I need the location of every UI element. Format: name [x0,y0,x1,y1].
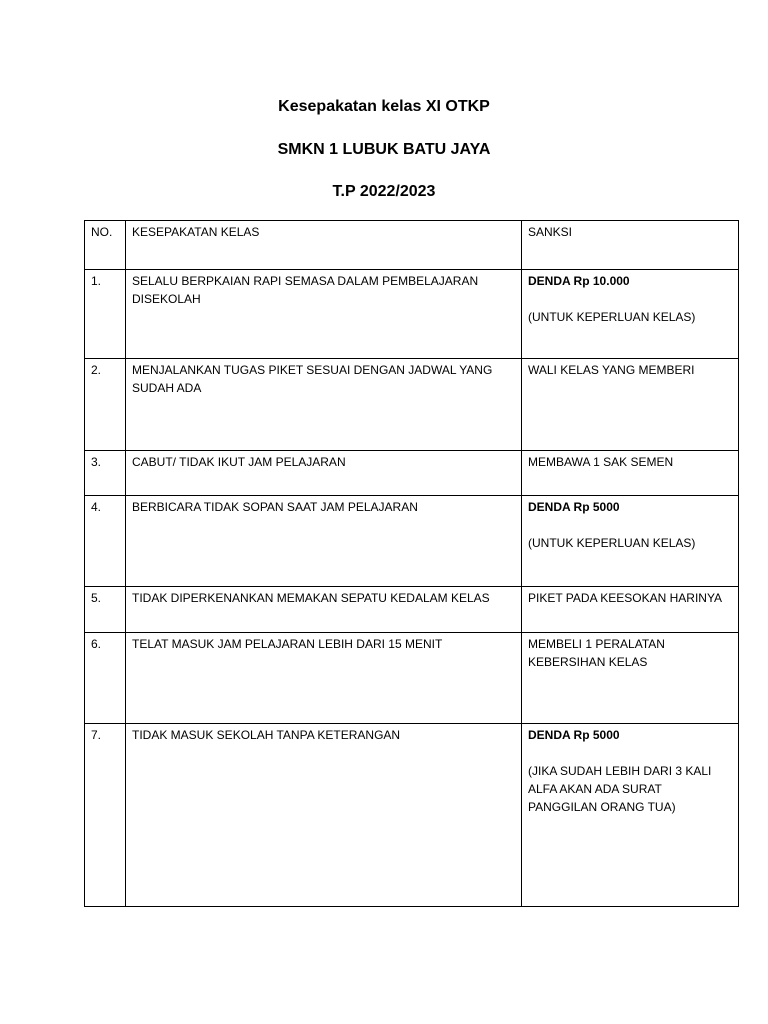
table-row [85,724,739,907]
sanction-text: DENDA Rp 10.000 [528,274,630,288]
table-row [85,496,739,587]
sanction-text: MEMBAWA 1 SAK SEMEN [528,455,674,469]
sanction-cell [522,451,739,496]
sanction-cell [522,359,739,451]
column-header-sanksi: SANKSI [522,221,739,270]
school-name: SMKN 1 LUBUK BATU JAYA [277,141,491,158]
row-number: 5. [85,587,126,633]
table-row [85,359,739,451]
agreement-table [84,220,739,907]
rule-text: BERBICARA TIDAK SOPAN SAAT JAM PELAJARAN [126,496,522,587]
rule-text: TELAT MASUK JAM PELAJARAN LEBIH DARI 15 MENIT [126,633,522,724]
sanction-cell [522,270,739,359]
document-title: Kesepakatan kelas XI OTKP [278,98,490,115]
rule-text: SELALU BERPKAIAN RAPI SEMASA DALAM PEMBELAJARAN DISEKOLAH [126,270,522,359]
academic-year: T.P 2022/2023 [332,183,436,200]
sanction-cell [522,633,739,724]
row-number: 4. [85,496,126,587]
table-row [85,633,739,724]
sanction-note: (JIKA SUDAH LEBIH DARI 3 KALI ALFA AKAN ADA SURAT PANGGILAN ORANG TUA) [528,764,712,814]
table-row [85,270,739,359]
row-number: 1. [85,270,126,359]
row-number: 2. [85,359,126,451]
rule-text: CABUT/ TIDAK IKUT JAM PELAJARAN [126,451,522,496]
sanction-cell [522,496,739,587]
table-row [85,587,739,633]
table-row [85,451,739,496]
sanction-note: (UNTUK KEPERLUAN KELAS) [528,536,696,550]
sanction-note: (UNTUK KEPERLUAN KELAS) [528,310,696,324]
row-number: 7. [85,724,126,907]
row-number: 3. [85,451,126,496]
table-header-row [85,221,739,270]
sanction-text: WALI KELAS YANG MEMBERI [528,363,695,377]
sanction-text: MEMBELI 1 PERALATAN KEBERSIHAN KELAS [528,637,665,669]
sanction-text: DENDA Rp 5000 [528,728,620,742]
sanction-text: PIKET PADA KEESOKAN HARINYA [528,591,723,605]
column-header-no: NO. [85,221,126,270]
rule-text: TIDAK DIPERKENANKAN MEMAKAN SEPATU KEDALAM KELAS [126,587,522,633]
sanction-cell [522,724,739,907]
row-number: 6. [85,633,126,724]
rule-text: TIDAK MASUK SEKOLAH TANPA KETERANGAN [126,724,522,907]
sanction-text: DENDA Rp 5000 [528,500,620,514]
column-header-rule: KESEPAKATAN KELAS [126,221,522,270]
sanction-cell [522,587,739,633]
rule-text: MENJALANKAN TUGAS PIKET SESUAI DENGAN JADWAL YANG SUDAH ADA [126,359,522,451]
